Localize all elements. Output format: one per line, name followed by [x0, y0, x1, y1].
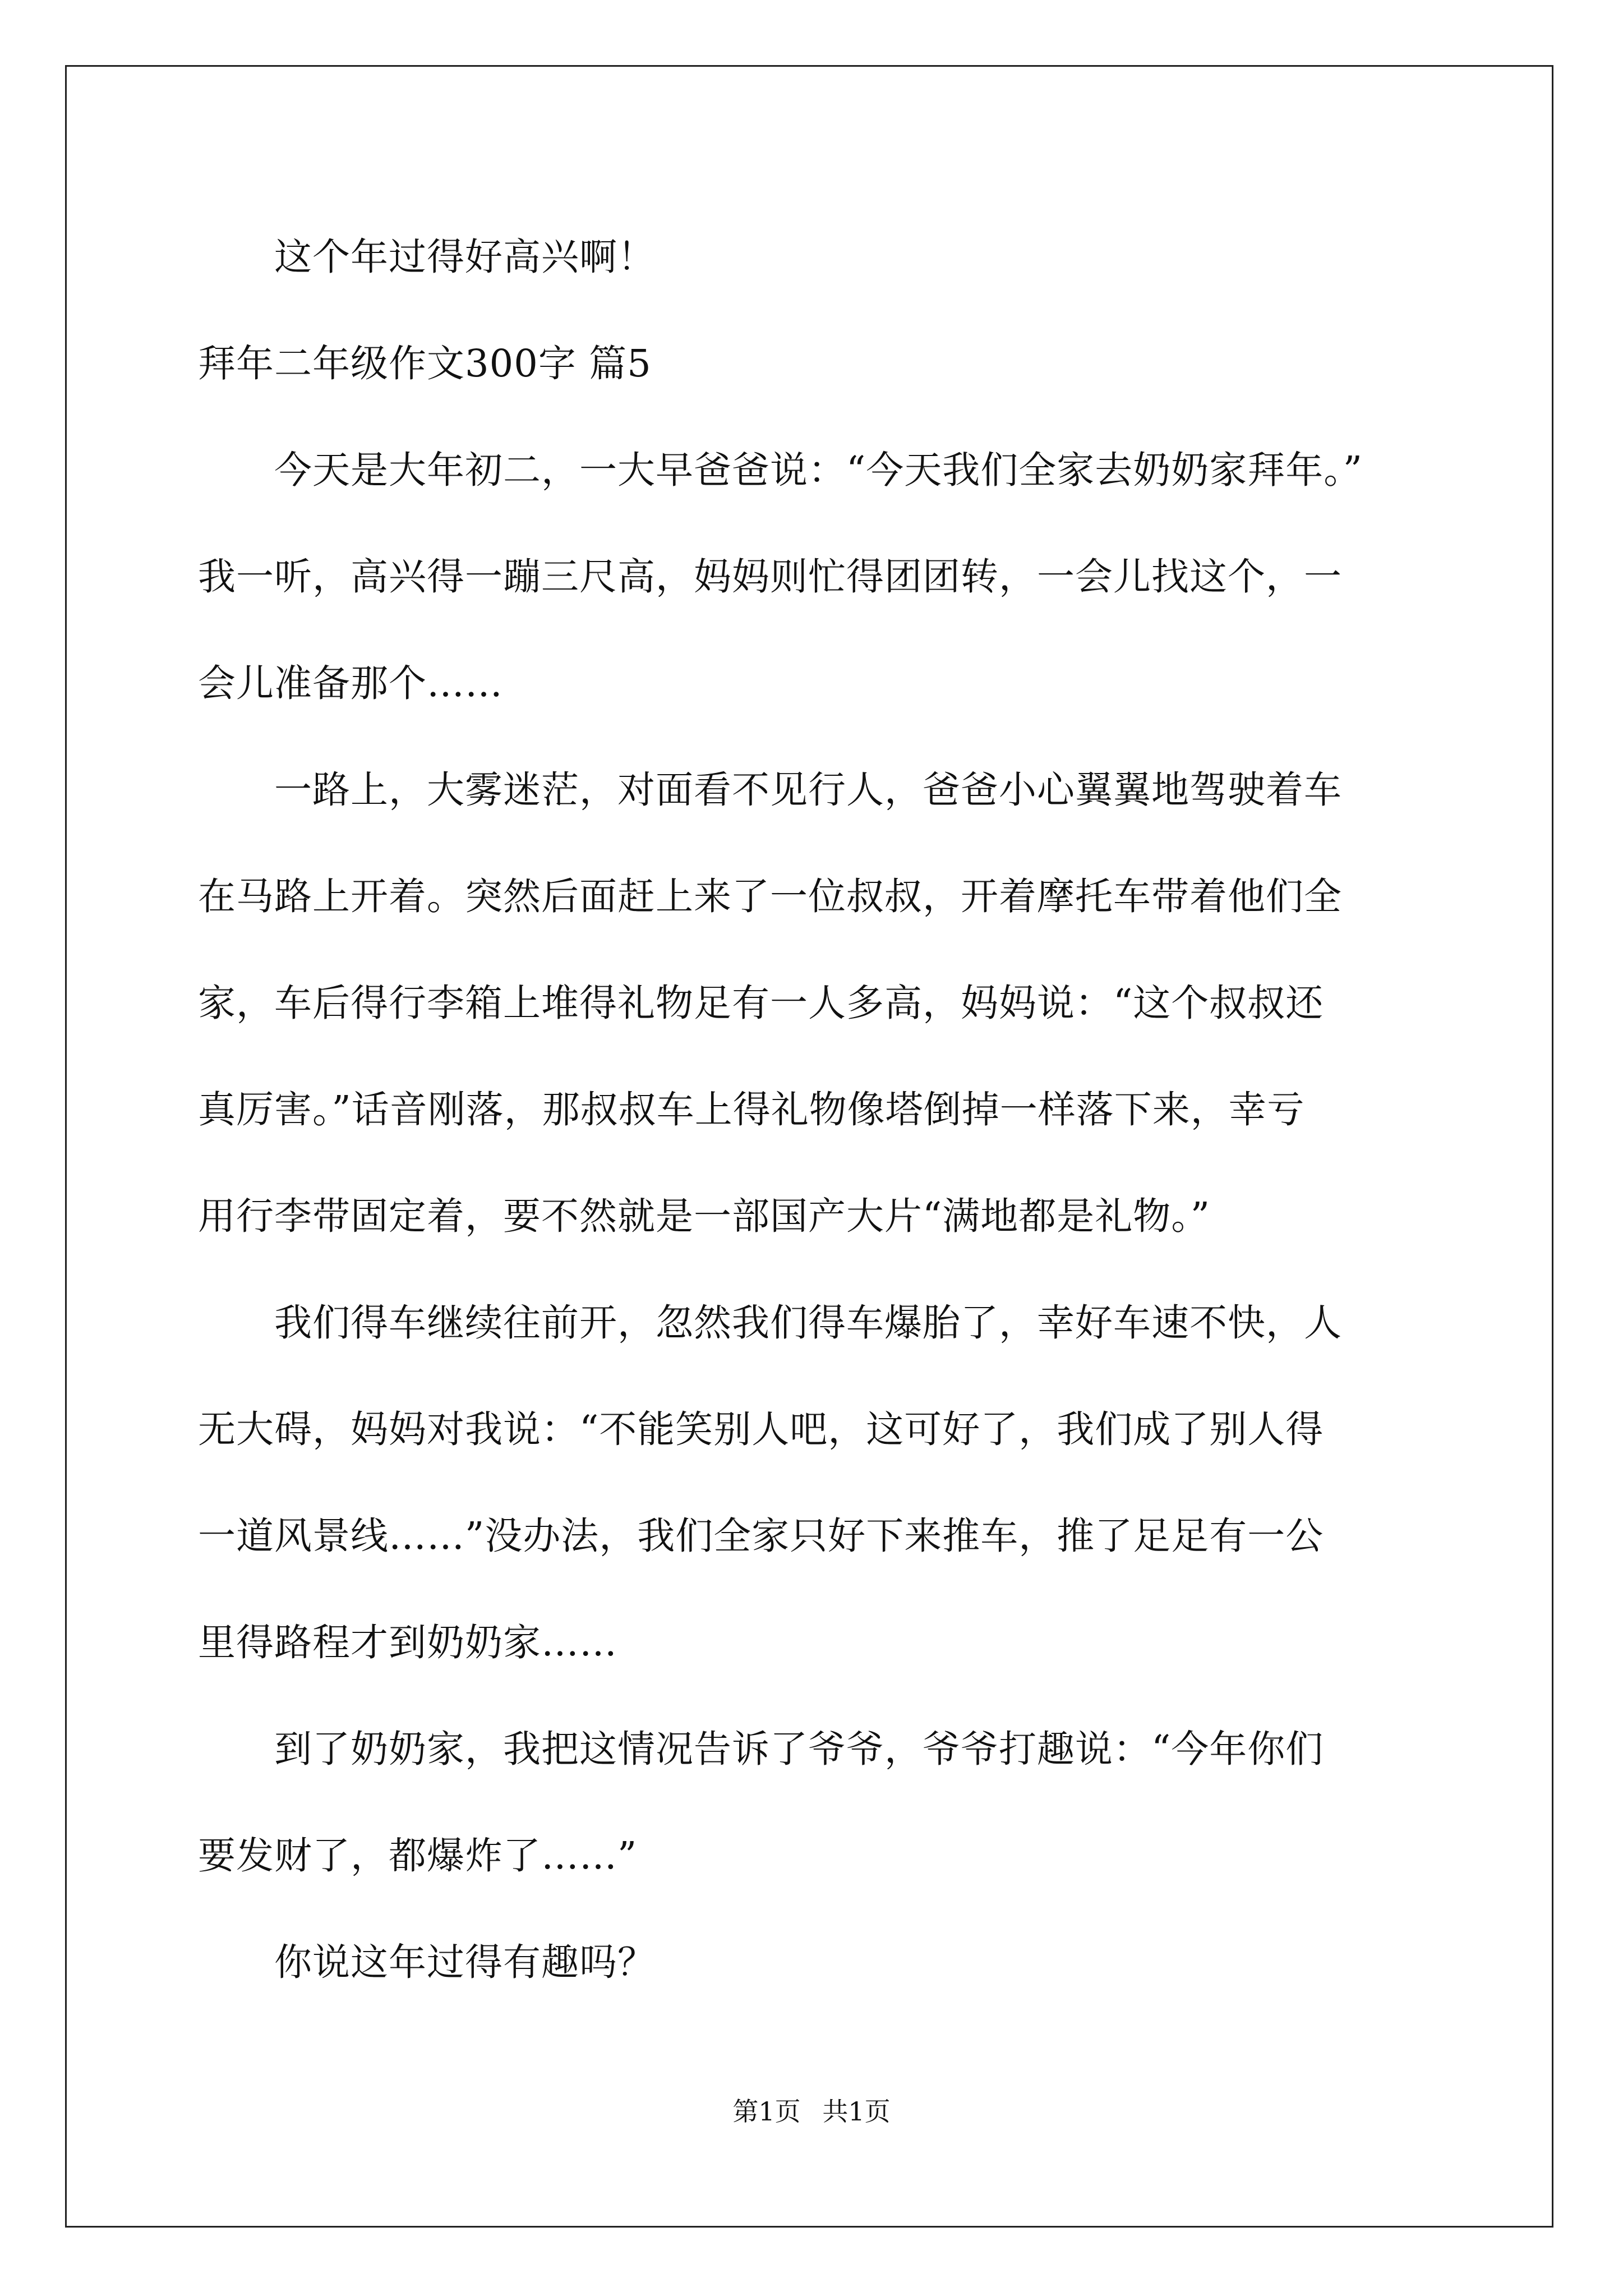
text-line: 一道风景线……”没办法，我们全家只好下来推车，推了足足有一公	[198, 1514, 1324, 1558]
text-line: 到了奶奶家，我把这情况告诉了爷爷，爷爷打趣说：“今年你们	[198, 1727, 1324, 1771]
text-line: 真厉害。”话音刚落，那叔叔车上得礼物像塔倒掉一样落下来，幸亏	[198, 1088, 1305, 1131]
text-line: 一路上，大雾迷茫，对面看不见行人，爸爸小心翼翼地驾驶着车	[198, 768, 1342, 812]
text-line: 我们得车继续往前开，忽然我们得车爆胎了，幸好车速不快，人	[198, 1301, 1342, 1345]
text-line: 用行李带固定着，要不然就是一部国产大片“满地都是礼物。”	[198, 1194, 1211, 1238]
page-frame	[65, 65, 1553, 2228]
text-line: 会儿准备那个……	[198, 661, 503, 705]
text-line: 里得路程才到奶奶家……	[198, 1621, 617, 1664]
text-line: 在马路上开着。突然后面赶上来了一位叔叔，开着摩托车带着他们全	[198, 875, 1342, 918]
text-line: 你说这年过得有趣吗？	[198, 1940, 656, 1984]
page-footer	[0, 2091, 1623, 2128]
text-line: 我一听，高兴得一蹦三尺高，妈妈则忙得团团转，一会儿找这个，一	[198, 555, 1342, 599]
text-line: 无大碍，妈妈对我说：“不能笑别人吧，这可好了，我们成了别人得	[198, 1407, 1324, 1451]
page-total: 共1页	[822, 2096, 891, 2127]
text-line: 要发财了，都爆炸了……”	[198, 1834, 638, 1878]
text-line: 这个年过得好高兴啊！	[198, 235, 656, 279]
text-line: 家，车后得行李箱上堆得礼物足有一人多高，妈妈说：“这个叔叔还	[198, 981, 1324, 1025]
text-line: 今天是大年初二，一大早爸爸说：“今天我们全家去奶奶家拜年。”	[198, 448, 1363, 492]
page-number: 第1页	[732, 2096, 801, 2127]
section-heading: 拜年二年级作文300字 篇5	[198, 342, 652, 385]
